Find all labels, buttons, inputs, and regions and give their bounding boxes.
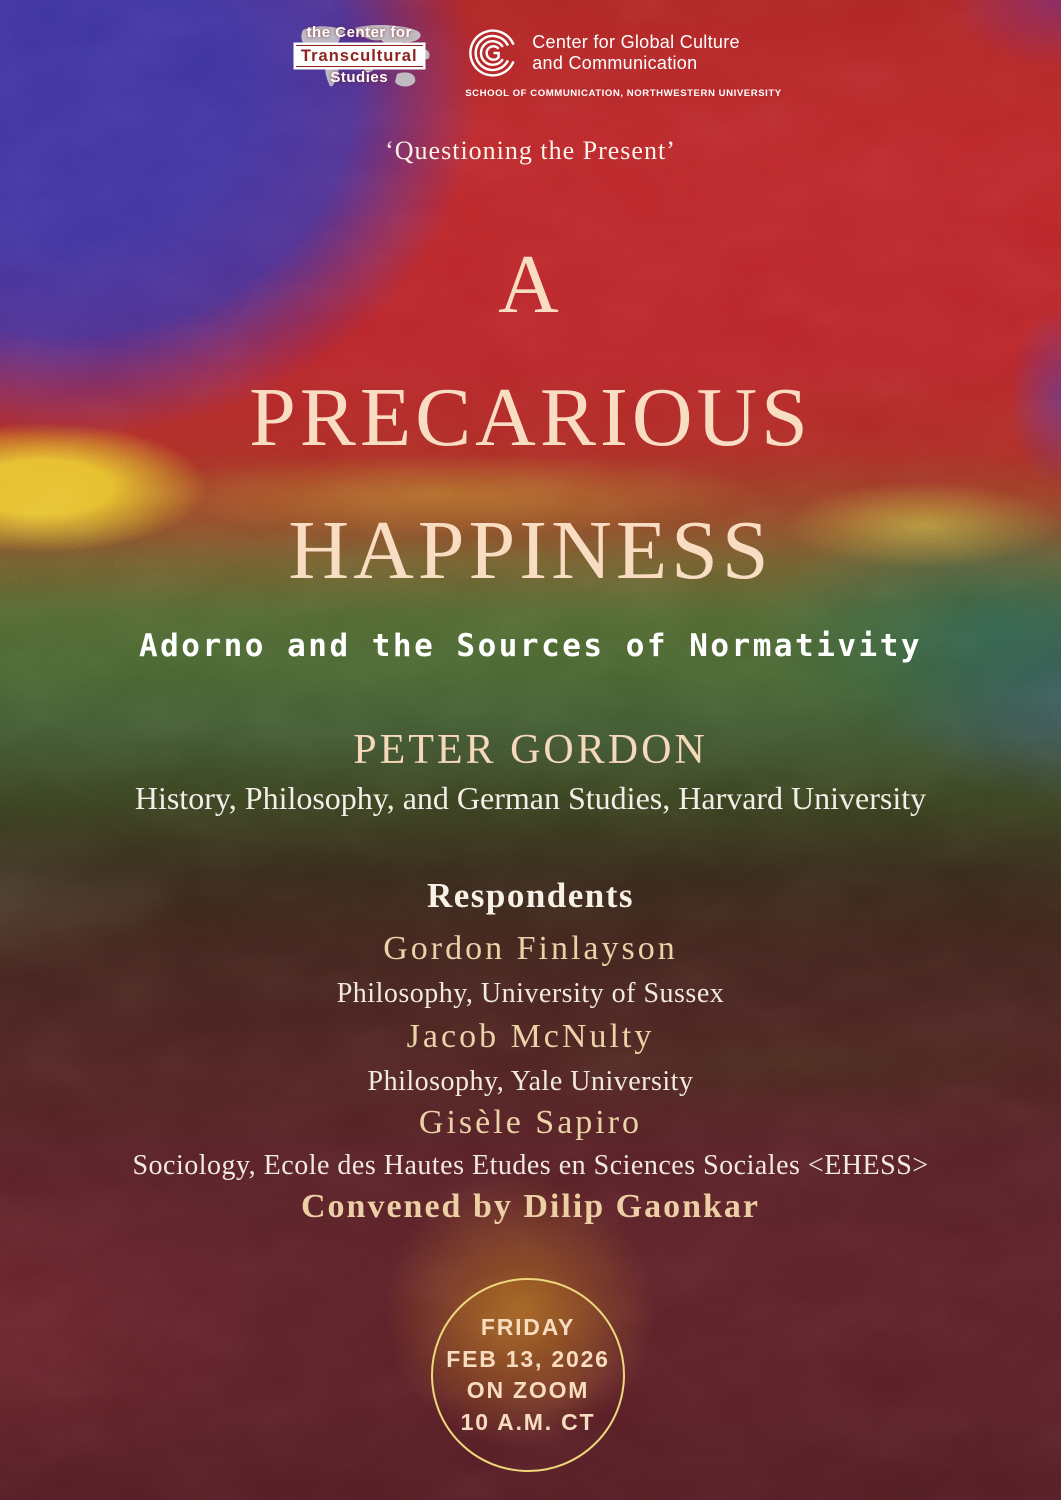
respondent-affiliation: Sociology, Ecole des Hautes Etudes en Sciences Sociales <EHESS> [132, 1150, 929, 1181]
series-title: ‘Questioning the Present’ [385, 136, 676, 165]
cgcc-school-line: SCHOOL OF COMMUNICATION, NORTHWESTERN UNIVERSITY [465, 88, 782, 99]
respondent-name: Jacob McNulty [406, 1018, 655, 1055]
event-platform: ON ZOOM [466, 1377, 590, 1403]
event-details-circle [431, 1278, 625, 1472]
cgcc-logo [465, 25, 782, 99]
cts-line1: the Center for [306, 24, 412, 41]
convener-line: Convened by Dilip Gaonkar [300, 1188, 761, 1225]
cgcc-name-line1: Center for Global Culture [532, 32, 740, 52]
cgcc-concentric-c-icon [465, 25, 521, 81]
title-line-1: A [498, 238, 563, 331]
poster-subtitle: Adorno and the Sources of Normativity [138, 628, 923, 664]
poster-title [0, 218, 1061, 617]
event-day: FRIDAY [480, 1314, 576, 1340]
transcultural-studies-logo [279, 24, 439, 100]
title-line-3: HAPPINESS [288, 504, 773, 597]
cgcc-wordmark [532, 32, 740, 74]
title-line-2: PRECARIOUS [249, 371, 812, 464]
respondents-heading: Respondents [426, 876, 635, 915]
respondent-affiliation: Philosophy, University of Sussex [336, 978, 725, 1009]
event-time: 10 A.M. CT [460, 1408, 596, 1435]
respondent-affiliation: Philosophy, Yale University [367, 1066, 694, 1097]
cgcc-logo-row [465, 25, 782, 81]
logos-row [0, 24, 1061, 100]
cgcc-name-line2: and Communication [532, 53, 698, 73]
cts-line2: Transcultural [296, 45, 423, 68]
event-date: FEB 13, 2026 [446, 1345, 610, 1372]
respondent-name: Gordon Finlayson [383, 930, 678, 967]
speaker-name: PETER GORDON [353, 727, 708, 773]
cts-line3: Studies [330, 69, 389, 87]
respondent-name: Gisèle Sapiro [418, 1104, 643, 1141]
speaker-affiliation: History, Philosophy, and German Studies, Harvard University [134, 780, 927, 816]
transcultural-studies-wordmark [279, 24, 439, 88]
